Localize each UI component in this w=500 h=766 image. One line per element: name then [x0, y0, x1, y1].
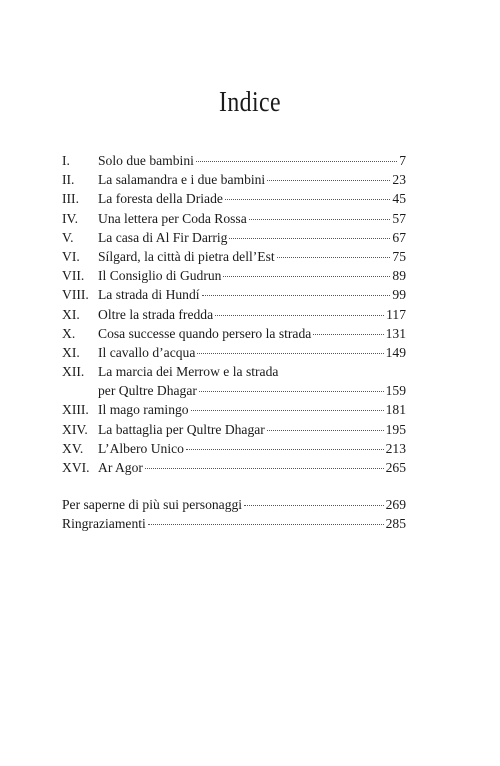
- page-number: 45: [392, 191, 406, 207]
- dot-leader: [199, 391, 384, 392]
- dot-leader: [249, 219, 391, 220]
- chapter-title: Solo due bambini: [98, 153, 194, 168]
- toc-entry[interactable]: [62, 343, 406, 362]
- toc-entry[interactable]: [62, 189, 406, 208]
- toc-entry[interactable]: [62, 420, 406, 439]
- dot-leader: [191, 410, 384, 411]
- dot-leader: [267, 430, 384, 431]
- toc-entry[interactable]: [62, 458, 406, 477]
- toc-entry[interactable]: [62, 266, 406, 285]
- toc-entry[interactable]: [62, 228, 406, 247]
- toc-entry-back-matter[interactable]: [62, 514, 406, 533]
- toc-entry[interactable]: [62, 439, 406, 458]
- chapter-number: VII.: [62, 268, 85, 284]
- page-number: 159: [385, 383, 406, 399]
- chapter-title: Ar Agor: [98, 460, 143, 476]
- chapter-number: V.: [62, 229, 74, 245]
- chapter-title: Il mago ramingo: [98, 402, 189, 418]
- dot-leader: [225, 199, 390, 200]
- chapter-number: II.: [62, 172, 75, 188]
- toc-entry-back-matter[interactable]: [62, 495, 406, 514]
- chapter-title: Il Consiglio di Gudrun: [98, 268, 222, 284]
- page-number: 89: [392, 268, 406, 284]
- section-spacer: [62, 477, 406, 495]
- dot-leader: [313, 334, 383, 335]
- chapter-title: La marcia dei Merrow e la strada: [98, 364, 279, 380]
- toc-entry[interactable]: [62, 400, 406, 419]
- chapter-number: XII.: [62, 364, 85, 380]
- chapter-number: VIII.: [62, 287, 89, 303]
- chapter-title: Una lettera per Coda Rossa: [98, 210, 247, 226]
- page-number: 269: [385, 497, 406, 513]
- chapter-title: La battaglia per Qultre Dhagar: [98, 421, 265, 437]
- page-number: 67: [392, 229, 406, 245]
- chapter-title: La strada di Hundí: [98, 287, 200, 303]
- toc-entry[interactable]: [62, 209, 406, 228]
- page-number: 23: [392, 172, 406, 188]
- page-number: 99: [392, 287, 406, 303]
- page-number: 213: [385, 440, 406, 456]
- chapter-title: La casa di Al Fir Darrig: [98, 229, 228, 245]
- chapter-title: L’Albero Unico: [98, 440, 184, 456]
- chapter-number: I.: [62, 153, 70, 168]
- dot-leader: [148, 524, 384, 525]
- page-number: 131: [385, 325, 406, 341]
- chapter-title: La salamandra e i due bambini: [98, 172, 266, 188]
- dot-leader: [196, 161, 397, 162]
- chapter-number: XI.: [62, 344, 80, 360]
- chapter-number: XVI.: [62, 460, 90, 476]
- page-number: 57: [392, 210, 406, 226]
- chapter-title: Sílgard, la città di pietra dell’Est: [98, 248, 275, 264]
- back-matter-title: Ringraziamenti: [62, 516, 146, 532]
- table-of-contents: [62, 151, 406, 534]
- dot-leader: [244, 505, 384, 506]
- page-number: 75: [392, 248, 406, 264]
- page-number: 7: [399, 153, 406, 168]
- page-title: Indice: [219, 86, 281, 118]
- chapter-number: XI.: [62, 306, 80, 322]
- chapter-number: XV.: [62, 440, 84, 456]
- toc-entry[interactable]: [62, 362, 406, 400]
- toc-entry[interactable]: [62, 285, 406, 304]
- dot-leader: [186, 449, 384, 450]
- dot-leader: [229, 238, 390, 239]
- page-number: 181: [385, 402, 406, 418]
- page-number: 285: [385, 516, 406, 532]
- page-number: 265: [385, 460, 406, 476]
- chapter-title: Il cavallo d’acqua: [98, 344, 196, 360]
- chapter-number: III.: [62, 191, 79, 207]
- back-matter-title: Per saperne di più sui personaggi: [62, 497, 243, 513]
- toc-entry[interactable]: [62, 305, 406, 324]
- dot-leader: [197, 353, 383, 354]
- chapter-title: Cosa successe quando persero la strada: [98, 325, 312, 341]
- toc-entry[interactable]: [62, 170, 406, 189]
- dot-leader: [215, 315, 384, 316]
- chapter-number: X.: [62, 325, 76, 341]
- toc-entry[interactable]: [62, 247, 406, 266]
- page-number: 195: [385, 421, 406, 437]
- dot-leader: [277, 257, 391, 258]
- toc-entry[interactable]: [62, 151, 406, 170]
- page-number: 149: [385, 344, 406, 360]
- chapter-title: La foresta della Driade: [98, 191, 223, 207]
- chapter-number: XIII.: [62, 402, 89, 418]
- dot-leader: [145, 468, 384, 469]
- toc-entry[interactable]: [62, 324, 406, 343]
- chapter-number: VI.: [62, 248, 80, 264]
- dot-leader: [267, 180, 390, 181]
- dot-leader: [223, 276, 390, 277]
- chapter-title: Oltre la strada fredda: [98, 306, 214, 322]
- page-number: 117: [386, 306, 406, 322]
- chapter-number: IV.: [62, 210, 78, 226]
- chapter-title-continued: per Qultre Dhagar: [98, 383, 197, 399]
- dot-leader: [202, 295, 391, 296]
- chapter-number: XIV.: [62, 421, 88, 437]
